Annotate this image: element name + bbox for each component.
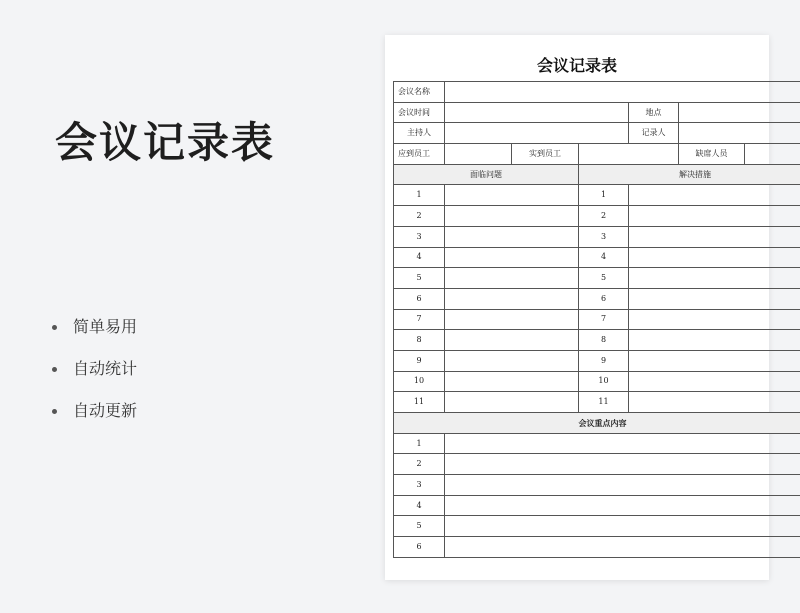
issue-number: 8 — [394, 330, 445, 351]
solution-number: 4 — [579, 247, 629, 268]
feature-label: 自动统计 — [73, 359, 138, 378]
solution-number: 11 — [579, 392, 629, 413]
issue-row — [394, 330, 800, 351]
solution-number: 8 — [579, 330, 629, 351]
solution-number: 3 — [579, 226, 629, 247]
feature-list — [52, 306, 137, 432]
key-content-row — [394, 433, 800, 454]
solution-number: 1 — [579, 185, 629, 206]
host-label: 主持人 — [394, 123, 445, 144]
feature-label: 自动更新 — [73, 401, 138, 420]
bullet-icon — [52, 325, 57, 330]
solution-cell[interactable] — [629, 309, 800, 330]
issue-number: 9 — [394, 350, 445, 371]
absent-label: 缺席人员 — [679, 144, 745, 165]
key-content-row — [394, 537, 800, 558]
meeting-record-sheet — [385, 35, 769, 580]
issue-number: 7 — [394, 309, 445, 330]
issue-cell[interactable] — [445, 206, 579, 227]
issue-number: 3 — [394, 226, 445, 247]
host-cell[interactable] — [445, 123, 629, 144]
issue-row — [394, 268, 800, 289]
issue-number: 11 — [394, 392, 445, 413]
absent-cell[interactable] — [745, 144, 800, 165]
key-number: 2 — [394, 454, 445, 475]
issue-cell[interactable] — [445, 288, 579, 309]
solution-number: 7 — [579, 309, 629, 330]
row-host — [394, 123, 800, 144]
location-cell[interactable] — [679, 102, 800, 123]
recorder-label: 记录人 — [629, 123, 679, 144]
sheet-title: 会议记录表 — [536, 56, 617, 75]
issue-row — [394, 206, 800, 227]
key-number: 5 — [394, 516, 445, 537]
row-meeting-name — [394, 82, 800, 103]
expected-cell[interactable] — [445, 144, 512, 165]
solution-number: 5 — [579, 268, 629, 289]
key-number: 3 — [394, 475, 445, 496]
issue-row — [394, 185, 800, 206]
key-number: 4 — [394, 495, 445, 516]
solution-cell[interactable] — [629, 371, 800, 392]
meeting-form-table — [393, 81, 800, 558]
feature-item — [52, 390, 137, 432]
solution-number: 9 — [579, 350, 629, 371]
form-body — [394, 82, 800, 558]
row-meeting-time — [394, 102, 800, 123]
meeting-name-cell[interactable] — [445, 82, 800, 103]
meeting-time-cell[interactable] — [445, 102, 629, 123]
issue-cell[interactable] — [445, 309, 579, 330]
location-label: 地点 — [629, 102, 679, 123]
feature-label: 简单易用 — [73, 317, 138, 336]
issue-cell[interactable] — [445, 330, 579, 351]
solution-number: 2 — [579, 206, 629, 227]
solution-number: 10 — [579, 371, 629, 392]
meeting-name-label: 会议名称 — [394, 82, 445, 103]
actual-cell[interactable] — [579, 144, 679, 165]
actual-label: 实到员工 — [512, 144, 579, 165]
key-number: 1 — [394, 433, 445, 454]
solution-cell[interactable] — [629, 268, 800, 289]
feature-item — [52, 306, 137, 348]
key-content-row — [394, 454, 800, 475]
bullet-icon — [52, 367, 57, 372]
expected-label: 应到员工 — [394, 144, 445, 165]
key-content-row — [394, 516, 800, 537]
issue-number: 1 — [394, 185, 445, 206]
promo-title: 会议记录表 — [55, 118, 276, 167]
issue-number: 5 — [394, 268, 445, 289]
key-content-cell[interactable] — [445, 537, 800, 558]
key-content-header: 会议重点内容 — [394, 413, 800, 434]
issue-row — [394, 350, 800, 371]
issue-row — [394, 371, 800, 392]
solution-number: 6 — [579, 288, 629, 309]
solution-cell[interactable] — [629, 350, 800, 371]
solution-cell[interactable] — [629, 226, 800, 247]
issue-cell[interactable] — [445, 185, 579, 206]
bullet-icon — [52, 409, 57, 414]
issue-cell[interactable] — [445, 371, 579, 392]
solution-cell[interactable] — [629, 185, 800, 206]
issue-number: 6 — [394, 288, 445, 309]
row-attendance — [394, 144, 800, 165]
key-content-cell[interactable] — [445, 475, 800, 496]
key-number: 6 — [394, 537, 445, 558]
recorder-cell[interactable] — [679, 123, 800, 144]
issue-number: 4 — [394, 247, 445, 268]
issue-row — [394, 247, 800, 268]
key-content-row — [394, 495, 800, 516]
key-content-row — [394, 475, 800, 496]
solution-cell[interactable] — [629, 330, 800, 351]
issue-number: 10 — [394, 371, 445, 392]
solution-cell[interactable] — [629, 288, 800, 309]
row-issues-header — [394, 164, 800, 185]
issue-number: 2 — [394, 206, 445, 227]
solutions-header: 解决措施 — [579, 164, 800, 185]
issue-row — [394, 309, 800, 330]
solution-cell[interactable] — [629, 206, 800, 227]
issue-cell[interactable] — [445, 226, 579, 247]
row-key-content-header — [394, 413, 800, 434]
solution-cell[interactable] — [629, 247, 800, 268]
key-content-cell[interactable] — [445, 516, 800, 537]
issue-cell[interactable] — [445, 350, 579, 371]
solution-cell[interactable] — [629, 392, 800, 413]
key-content-cell[interactable] — [445, 454, 800, 475]
issue-row — [394, 392, 800, 413]
issue-row — [394, 288, 800, 309]
issue-cell[interactable] — [445, 268, 579, 289]
issue-row — [394, 226, 800, 247]
key-content-cell[interactable] — [445, 433, 800, 454]
issues-header: 面临问题 — [394, 164, 579, 185]
issue-cell[interactable] — [445, 392, 579, 413]
issue-cell[interactable] — [445, 247, 579, 268]
meeting-time-label: 会议时间 — [394, 102, 445, 123]
feature-item — [52, 348, 137, 390]
key-content-cell[interactable] — [445, 495, 800, 516]
